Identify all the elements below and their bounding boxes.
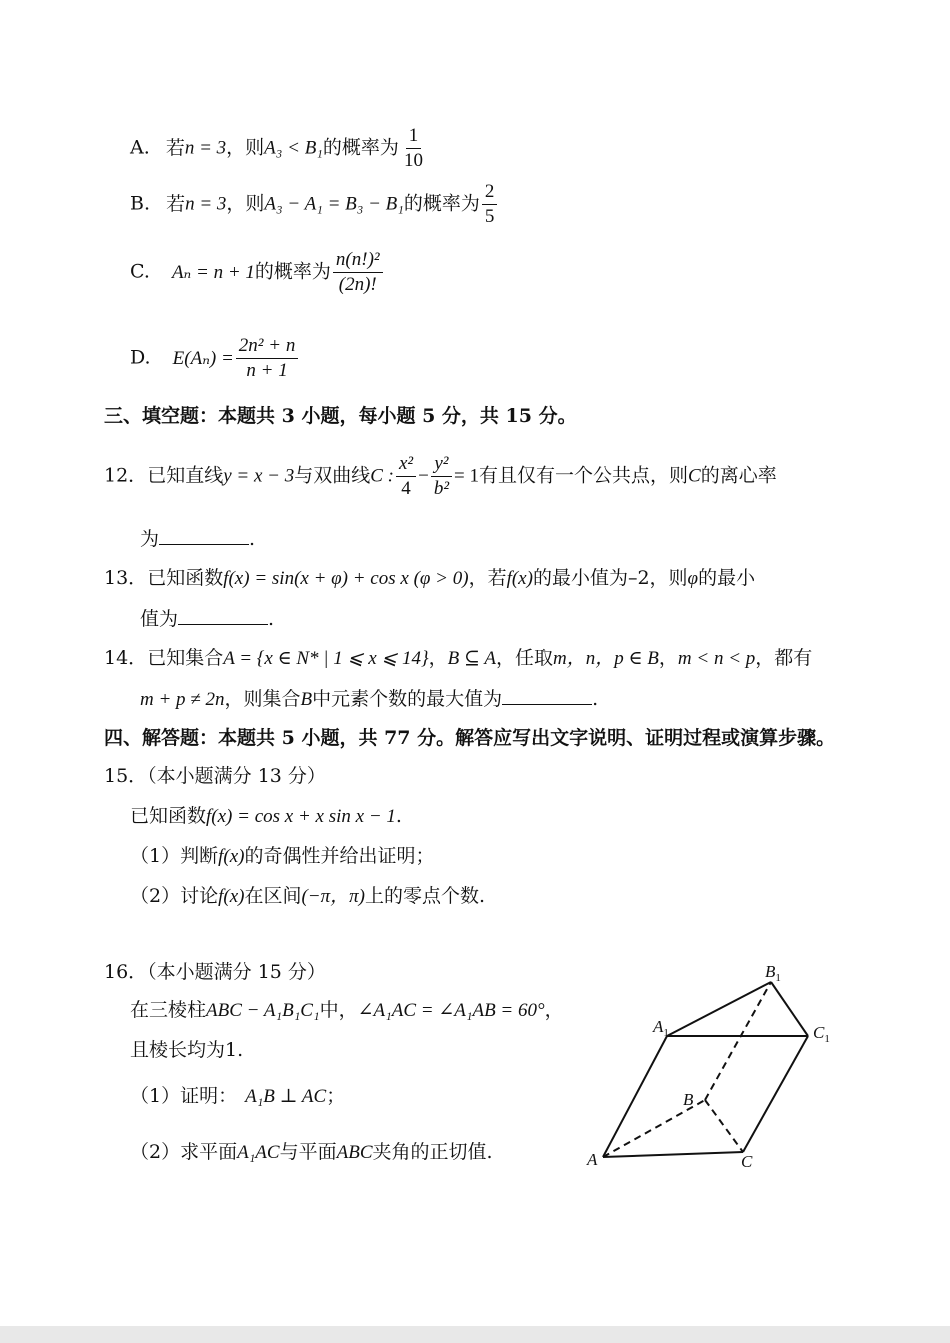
- question-text: 的最小: [698, 567, 756, 589]
- edge-A1-B1: [667, 982, 771, 1036]
- option-text: 的概率为: [254, 260, 331, 283]
- question-text: .: [592, 688, 599, 710]
- question-math: ABC: [336, 1142, 373, 1163]
- fraction: [482, 180, 498, 229]
- option-math: A₃ < B₁: [264, 137, 323, 159]
- answer-blank[interactable]: [178, 606, 268, 625]
- question-text: 的离心率: [700, 464, 777, 487]
- question-text: .: [395, 805, 402, 827]
- question-text: ，若: [468, 567, 507, 589]
- label-B1: $B_1$: [765, 962, 781, 984]
- fraction-numerator: y²: [431, 452, 451, 477]
- question-math: B ⊆ A: [447, 648, 496, 669]
- label-A1: $A_1$: [653, 1017, 669, 1039]
- question-text: （1）证明：: [130, 1085, 238, 1107]
- question-text: 上的零点个数.: [365, 885, 486, 907]
- question-text: 中元素个数的最大值为: [312, 688, 503, 710]
- fraction-numerator: n(n!)²: [333, 248, 383, 273]
- edge-A-C: [603, 1152, 743, 1157]
- question-number: 13．: [104, 567, 148, 589]
- fraction-denominator: b²: [433, 478, 450, 499]
- section-heading: 四、解答题：本题共 5 小题，共 77 分。解答应写出文字说明、证明过程或演算步骤。: [104, 727, 836, 749]
- question-math: A₁AC: [237, 1142, 280, 1163]
- fraction-denominator: (2n)!: [338, 274, 377, 295]
- question-text: ，: [428, 647, 448, 669]
- question-13-line2: [140, 606, 274, 631]
- option-math: Aₙ = n + 1: [171, 261, 255, 283]
- option-math: n = 3: [185, 193, 227, 215]
- question-text: 已知函数: [147, 567, 224, 589]
- question-text: ，则集合: [224, 688, 301, 710]
- question-15-header: 15．（本小题满分 13 分）: [104, 765, 326, 787]
- question-text: 值为: [140, 608, 179, 630]
- question-16-part1: [130, 1084, 345, 1109]
- fraction-denominator: 10: [403, 150, 423, 171]
- option-label: A.: [130, 136, 150, 159]
- question-math: f(x): [218, 846, 245, 867]
- fraction-numerator: x²: [396, 452, 416, 477]
- question-text: .: [268, 608, 275, 630]
- question-math: f(x) = cos x + x sin x − 1: [206, 806, 396, 827]
- fraction-numerator: 2n² + n: [236, 334, 299, 359]
- question-text: 中，: [319, 999, 358, 1021]
- question-math: f(x): [218, 886, 245, 907]
- question-text: 与双曲线: [294, 464, 371, 487]
- question-text: （2）求平面: [130, 1141, 238, 1163]
- question-14-line2: [140, 686, 598, 712]
- question-math: f(x): [506, 568, 533, 589]
- option-label: C.: [130, 260, 150, 283]
- question-16-line2: 且棱长均为1.: [130, 1039, 244, 1061]
- operator: −: [418, 465, 429, 487]
- question-math: m < n < p: [677, 648, 756, 669]
- option-math: A₃ − A₁ = B₃ − B₁: [264, 193, 404, 215]
- question-text: .: [249, 528, 256, 550]
- question-text: 有且仅有一个公共点，则: [479, 464, 689, 487]
- question-math: m，n，p ∈ B: [552, 648, 659, 669]
- question-number: 14．: [104, 647, 148, 669]
- option-label: D.: [130, 346, 151, 369]
- option-d: [130, 334, 300, 383]
- answer-blank[interactable]: [159, 526, 249, 545]
- question-math: = 1: [454, 465, 480, 487]
- question-text: 为: [140, 528, 160, 550]
- question-14: [104, 646, 812, 671]
- question-16-stem: [130, 998, 564, 1023]
- question-text: 在三棱柱: [130, 999, 207, 1021]
- question-text: ，: [658, 647, 678, 669]
- fraction-numerator: 1: [406, 124, 422, 149]
- fraction-numerator: 2: [482, 180, 498, 205]
- option-text: ，则: [226, 192, 265, 215]
- edge-B1-C1: [771, 982, 808, 1036]
- question-text: ；: [326, 1085, 346, 1107]
- option-text: 的概率为: [403, 192, 480, 215]
- question-15-part1: [130, 844, 434, 869]
- option-b: [130, 180, 499, 229]
- edge-B-C: [705, 1100, 743, 1152]
- label-C: C: [741, 1152, 753, 1171]
- fraction: [401, 124, 426, 173]
- option-a: [130, 124, 428, 173]
- question-16-part2: [130, 1140, 493, 1165]
- question-12-line2: [140, 526, 255, 551]
- question-text: 已知函数: [130, 805, 207, 827]
- question-text: 的最小值为–2，则: [532, 567, 688, 589]
- option-text: 若: [166, 192, 186, 215]
- question-math: C :: [370, 465, 394, 487]
- question-13: [104, 566, 755, 591]
- option-label: B.: [130, 192, 151, 215]
- question-12: [104, 452, 777, 501]
- fraction: [396, 452, 416, 501]
- question-text: ，任取: [495, 647, 553, 669]
- edge-C-C1: [743, 1036, 808, 1152]
- fraction: [236, 334, 299, 383]
- question-text: 夹角的正切值.: [372, 1141, 493, 1163]
- question-text: （1）判断: [130, 845, 219, 867]
- option-text: 的概率为: [322, 136, 399, 159]
- question-math: φ: [687, 568, 699, 589]
- question-math: A = {x ∈ N* | 1 ⩽ x ⩽ 14}: [223, 648, 429, 669]
- question-text: ，都有: [755, 647, 813, 669]
- fraction-denominator: 4: [401, 478, 411, 499]
- option-text: ，则: [226, 136, 265, 159]
- question-15-stem: [130, 804, 402, 829]
- question-text: 在区间: [244, 885, 302, 907]
- section-heading: 三、填空题：本题共 3 小题，每小题 5 分，共 15 分。: [104, 405, 577, 427]
- question-text: （2）讨论: [130, 885, 219, 907]
- question-number: 12．: [104, 464, 148, 487]
- label-C1: $C_1$: [813, 1023, 830, 1045]
- fraction-denominator: n + 1: [246, 360, 288, 381]
- option-c: [130, 248, 385, 297]
- label-B: B: [683, 1090, 694, 1109]
- question-math: ∠A₁AC = ∠A₁AB = 60°: [357, 1000, 545, 1021]
- question-text: 已知直线: [147, 464, 224, 487]
- answer-blank[interactable]: [502, 686, 592, 705]
- question-math: B: [300, 689, 313, 710]
- question-math: f(x) = sin(x + φ) + cos x (φ > 0): [223, 568, 469, 589]
- question-text: 已知集合: [147, 647, 224, 669]
- option-text: 若: [165, 136, 185, 159]
- question-math: (−π，π): [301, 886, 365, 907]
- fraction-denominator: 5: [484, 206, 495, 227]
- prism-figure: [585, 960, 845, 1175]
- question-math: A₁B ⊥ AC: [245, 1086, 327, 1107]
- question-text: 与平面: [279, 1141, 337, 1163]
- question-15-part2: [130, 884, 485, 909]
- question-math: y = x − 3: [223, 465, 295, 487]
- option-math: n = 3: [184, 137, 227, 159]
- question-math: m + p ≠ 2n: [140, 689, 225, 710]
- question-math: C: [688, 465, 701, 487]
- question-math: ABC − A₁B₁C₁: [206, 1000, 320, 1021]
- fraction: [333, 248, 383, 297]
- question-text: 的奇偶性并给出证明；: [244, 845, 435, 867]
- option-math: E(Aₙ) =: [172, 347, 234, 369]
- label-A: A: [587, 1150, 598, 1169]
- question-text: ，: [544, 999, 564, 1021]
- question-16-header: 16．（本小题满分 15 分）: [104, 961, 326, 983]
- bottom-edge: [0, 1326, 950, 1343]
- fraction: [431, 452, 452, 501]
